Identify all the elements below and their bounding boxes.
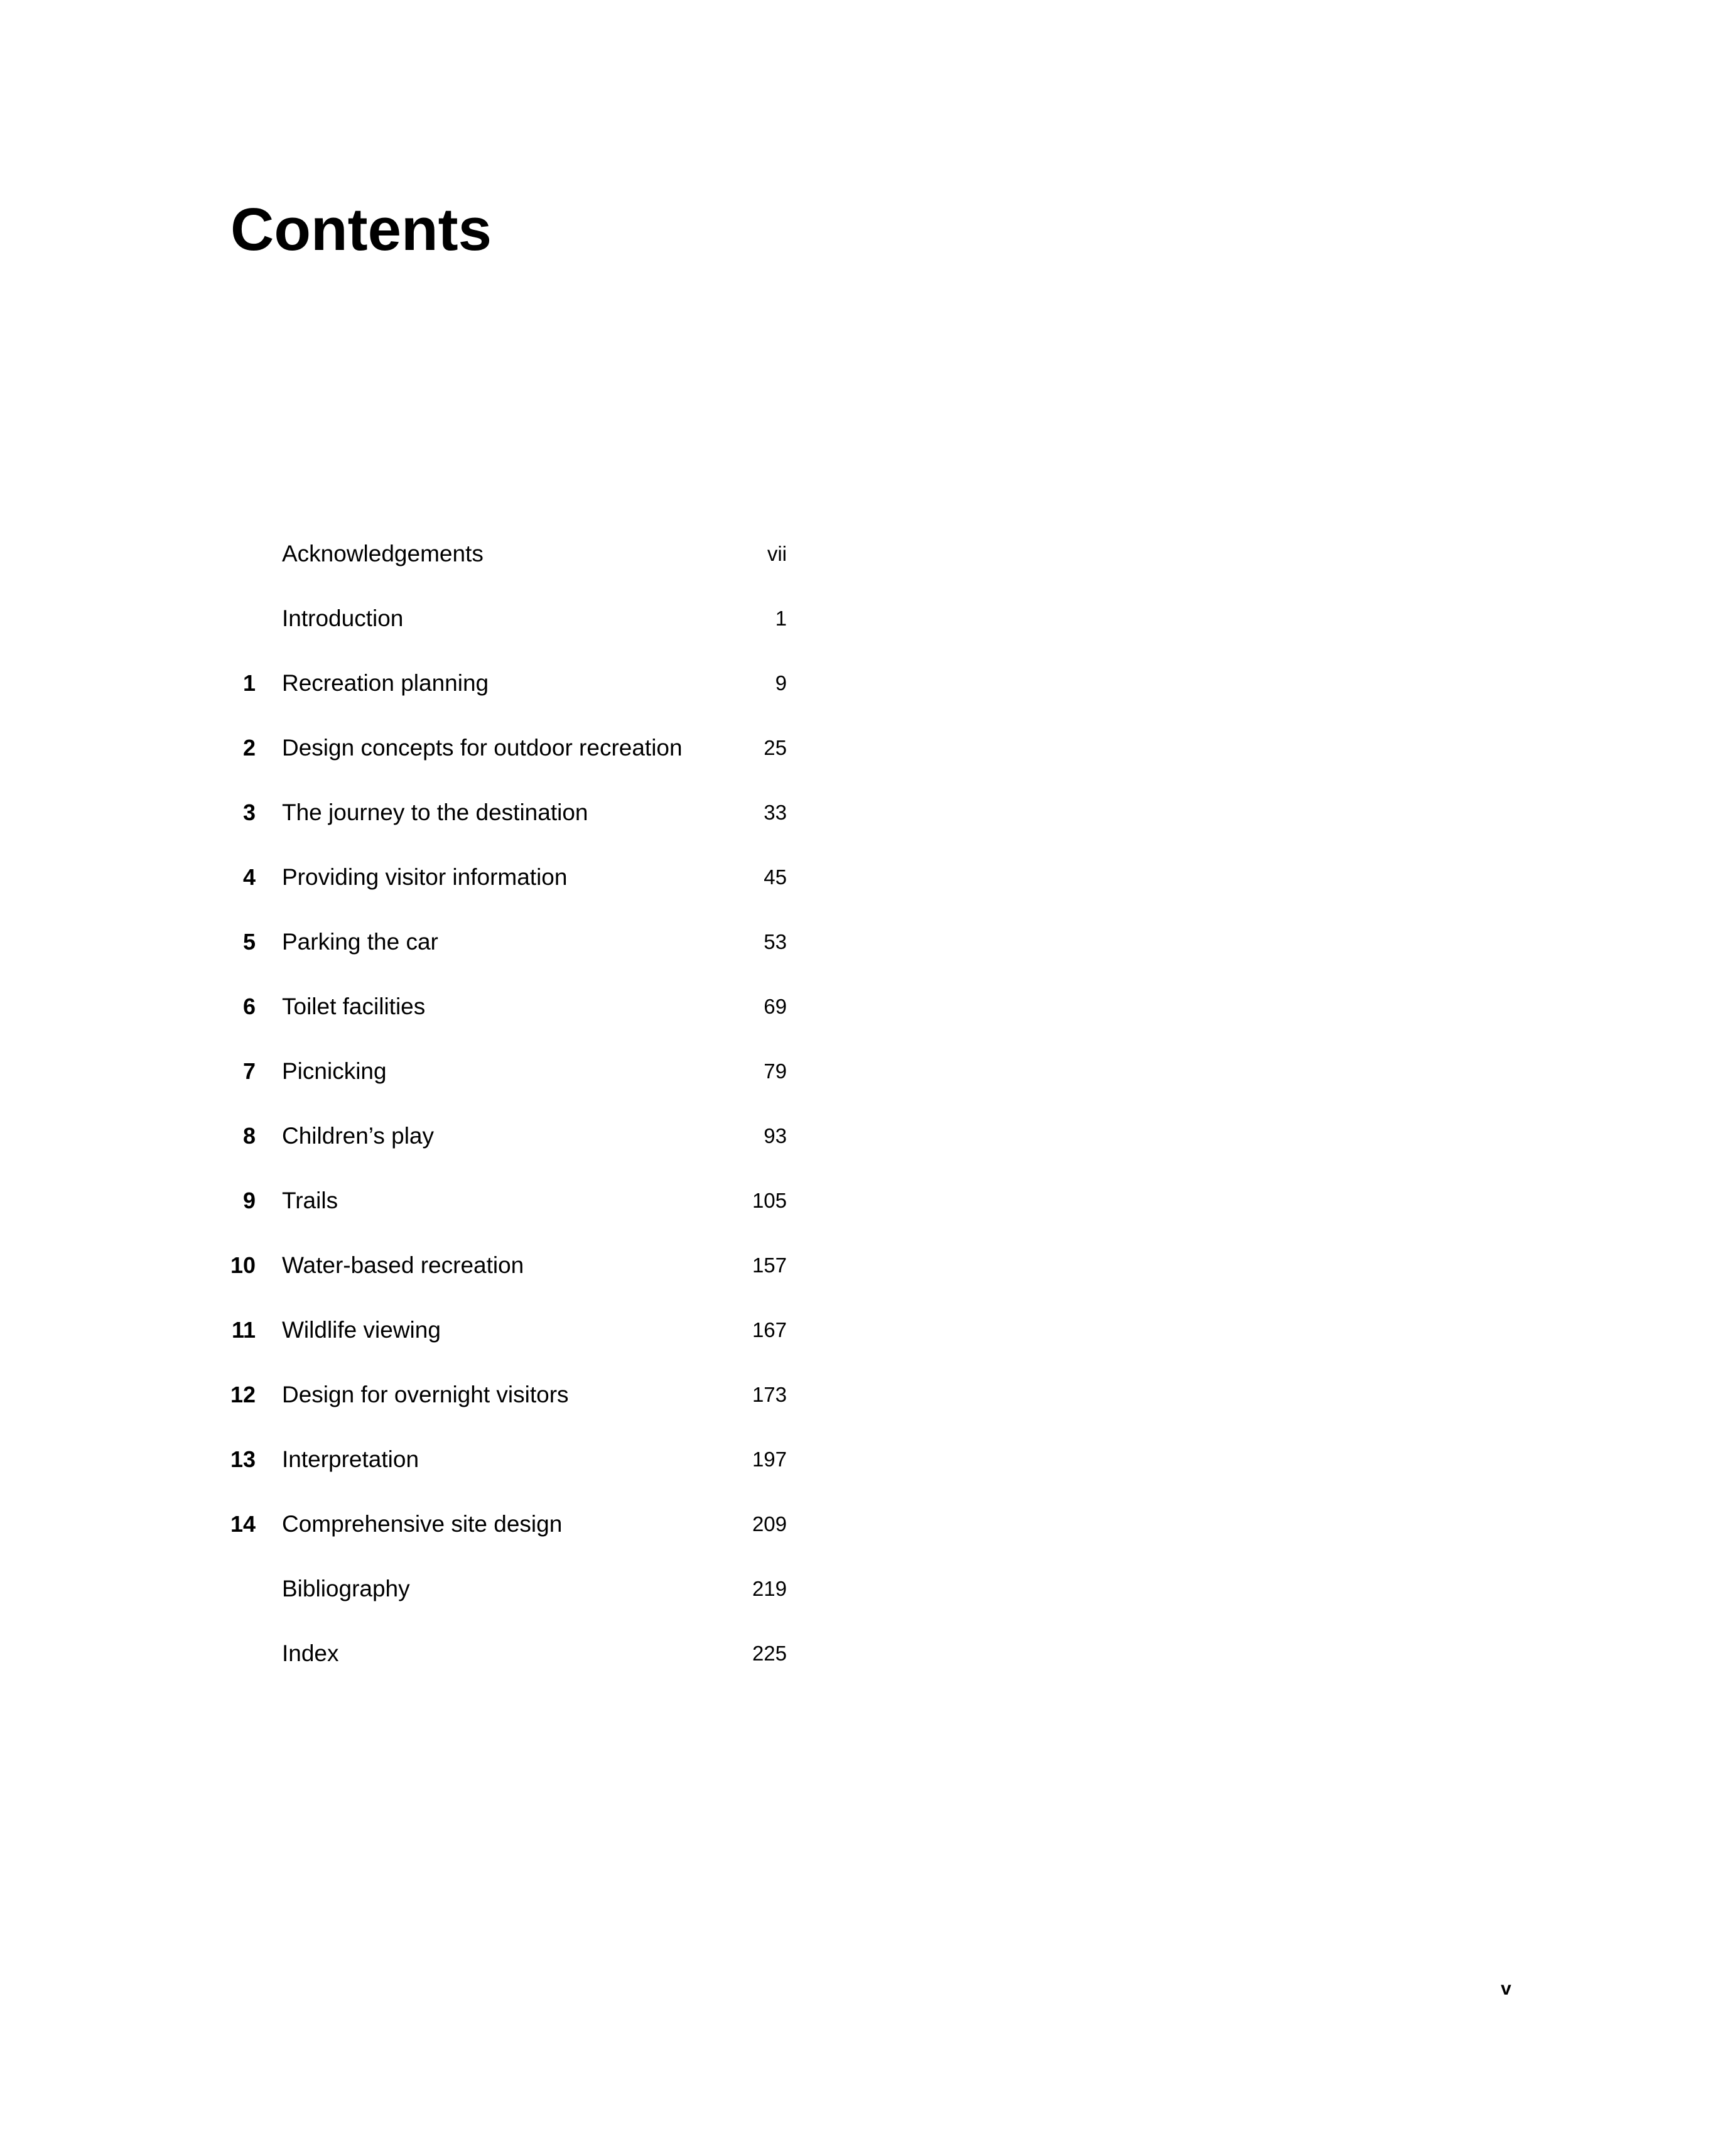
toc-entry-title: Wildlife viewing xyxy=(282,1316,441,1343)
toc-page-number: 225 xyxy=(752,1641,787,1665)
toc-entry-introduction[interactable] xyxy=(230,586,796,651)
toc-entry-title: Design concepts for outdoor recreation xyxy=(282,734,683,761)
toc-page-number: 45 xyxy=(764,865,787,889)
toc-page-number: 219 xyxy=(752,1576,787,1600)
toc-entry-title: Recreation planning xyxy=(282,669,489,696)
toc-entry-chapter-2[interactable] xyxy=(230,715,796,780)
toc-page-number: 53 xyxy=(764,929,787,953)
toc-chapter-number: 5 xyxy=(242,928,256,955)
toc-page-number: 209 xyxy=(752,1512,787,1536)
toc-chapter-number: 1 xyxy=(242,669,256,696)
toc-page-number: 1 xyxy=(775,606,787,630)
toc-page-number: 93 xyxy=(764,1124,787,1147)
toc-entry-chapter-1[interactable] xyxy=(230,651,796,715)
toc-entry-chapter-12[interactable] xyxy=(230,1362,796,1427)
toc-page-number: 173 xyxy=(752,1382,787,1406)
toc-entry-title: Comprehensive site design xyxy=(282,1510,563,1537)
toc-page-number: 157 xyxy=(752,1253,787,1277)
toc-entry-title: Toilet facilities xyxy=(282,993,426,1019)
toc-chapter-number: 8 xyxy=(242,1122,256,1149)
toc-entry-title: Children’s play xyxy=(282,1122,434,1149)
page-title: Contents xyxy=(230,196,492,263)
toc-entry-chapter-14[interactable] xyxy=(230,1492,796,1556)
toc-chapter-number: 13 xyxy=(230,1446,256,1472)
toc-page-number: 167 xyxy=(752,1318,787,1341)
toc-page-number: 69 xyxy=(764,994,787,1018)
toc-entry-title: The journey to the destination xyxy=(282,799,588,825)
toc-entry-chapter-5[interactable] xyxy=(230,909,796,974)
toc-entry-chapter-8[interactable] xyxy=(230,1103,796,1168)
toc-entry-chapter-3[interactable] xyxy=(230,780,796,845)
toc-chapter-number: 6 xyxy=(242,993,256,1019)
toc-page-number: vii xyxy=(767,541,787,565)
toc-page-number: 197 xyxy=(752,1447,787,1471)
toc-entry-index[interactable] xyxy=(230,1621,796,1686)
toc-entry-chapter-9[interactable] xyxy=(230,1168,796,1233)
toc-entry-title: Interpretation xyxy=(282,1446,419,1472)
toc-page-number: 79 xyxy=(764,1059,787,1083)
toc-entry-title: Design for overnight visitors xyxy=(282,1381,569,1407)
toc-chapter-number: 2 xyxy=(242,734,256,761)
toc-entry-chapter-13[interactable] xyxy=(230,1427,796,1492)
toc-chapter-number: 14 xyxy=(230,1510,256,1537)
toc-entry-chapter-4[interactable] xyxy=(230,845,796,909)
toc-entry-title: Acknowledgements xyxy=(282,540,484,566)
page-folio: v xyxy=(1501,1978,1511,1999)
toc-entry-chapter-10[interactable] xyxy=(230,1233,796,1297)
toc-chapter-number: 3 xyxy=(242,799,256,825)
toc-entry-chapter-11[interactable] xyxy=(230,1297,796,1362)
toc-chapter-number: 9 xyxy=(242,1187,256,1213)
toc-entry-title: Index xyxy=(282,1640,339,1666)
toc-entry-chapter-7[interactable] xyxy=(230,1039,796,1103)
toc-entry-chapter-6[interactable] xyxy=(230,974,796,1039)
toc-entry-title: Parking the car xyxy=(282,928,438,955)
toc-page-number: 25 xyxy=(764,735,787,759)
toc-entry-acknowledgements[interactable] xyxy=(230,521,796,586)
toc-entry-title: Trails xyxy=(282,1187,338,1213)
toc-entry-title: Introduction xyxy=(282,605,404,631)
toc-chapter-number: 12 xyxy=(230,1381,256,1407)
toc-chapter-number: 10 xyxy=(230,1252,256,1278)
toc-entry-title: Picnicking xyxy=(282,1058,387,1084)
toc-chapter-number: 4 xyxy=(242,864,256,890)
toc-entry-title: Providing visitor information xyxy=(282,864,568,890)
toc-entry-bibliography[interactable] xyxy=(230,1556,796,1621)
toc-chapter-number: 11 xyxy=(231,1316,256,1343)
toc-page-number: 9 xyxy=(775,671,787,695)
toc-chapter-number: 7 xyxy=(242,1058,256,1084)
toc-entry-title: Bibliography xyxy=(282,1575,410,1601)
toc-entry-title: Water-based recreation xyxy=(282,1252,524,1278)
toc-page-number: 105 xyxy=(752,1188,787,1212)
toc-page-number: 33 xyxy=(764,800,787,824)
table-of-contents xyxy=(230,521,796,1686)
